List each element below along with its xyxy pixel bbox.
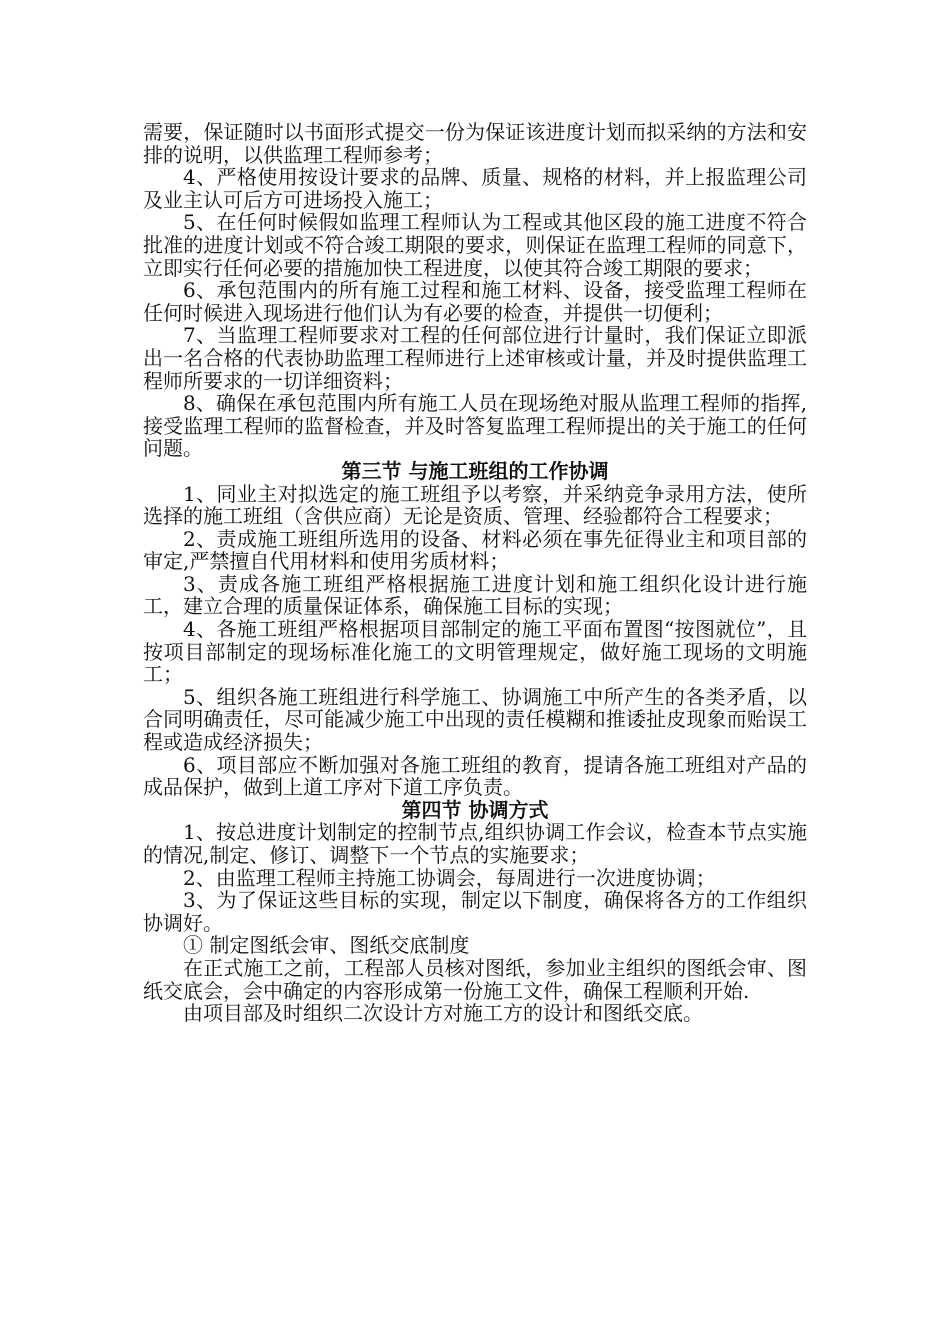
- paragraph-11: 5、组织各施工班组进行科学施工、协调施工中所产生的各类矛盾，以合同明确责任，尽可能减少施工中出现的责任模糊和推诿扯皮现象而贻误工程或造成经济损失；: [143, 684, 807, 755]
- section-heading-2: 第四节 协调方式: [401, 797, 549, 822]
- paragraph-9: 3、责成各施工班组严格根据施工进度计划和施工组织化设计进行施工，建立合理的质量保证体系，确保施工目标的实现；: [143, 571, 807, 619]
- paragraph-18: 由项目部及时组织二次设计方对施工方的设计和图纸交底。: [183, 1001, 703, 1026]
- paragraph-15: 3、为了保证这些目标的实现，制定以下制度，确保将各方的工作组织协调好。: [143, 888, 807, 935]
- paragraph-13: 1、按总进度计划制定的控制节点,组织协调工作会议，检查本节点实施的情况,制定、修订、调整下一个节点的实施要求；: [143, 820, 807, 867]
- paragraph-17: 在正式施工之前，工程部人员核对图纸，参加业主组织的图纸会审、图纸交底会，会中确定的内容形成第一份施工文件，确保工程顺利开始.: [143, 955, 807, 1003]
- section-heading-1: 第三节 与施工班组的工作协调: [341, 458, 609, 483]
- paragraph-12: 6、项目部应不断加强对各施工班组的教育，提请各施工班组对产品的成品保护，做到上道工序对下道工序负责。: [143, 752, 807, 800]
- paragraph-16: ① 制定图纸会审、图纸交底制度: [183, 933, 470, 958]
- paragraph-7: 1、同业主对拟选定的施工班组予以考察，并采纳竞争录用方法，使所选择的施工班组（含供应商）无论是资质、管理、经验都符合工程要求；: [143, 481, 807, 529]
- document-body: [143, 121, 807, 1025]
- paragraph-4: 6、承包范围内的所有施工过程和施工材料、设备，接受监理工程师在任何时候进入现场进行他们认为有必要的检查，并提供一切便利；: [143, 278, 807, 325]
- paragraph-8: 2、责成施工班组所选用的设备、材料必须在事先征得业主和项目部的审定,严禁擅自代用材料和使用劣质材料；: [143, 526, 807, 574]
- paragraph-5: 7、当监理工程师要求对工程的任何部位进行计量时，我们保证立即派出一名合格的代表协助监理工程师进行上述审核或计量，并及时提供监理工程师所要求的一切详细资料；: [143, 323, 807, 393]
- paragraph-3: 5、在任何时候假如监理工程师认为工程或其他区段的施工进度不符合批准的进度计划或不符合竣工期限的要求，则保证在监理工程师的同意下，立即实行任何必要的措施加快工程进度，以使其符合竣工期限的要求；: [143, 210, 807, 280]
- paragraph-2: 4、严格使用按设计要求的品牌、质量、规格的材料，并上报监理公司及业主认可后方可进场投入施工；: [143, 165, 807, 212]
- paragraph-10: 4、各施工班组严格根据项目部制定的施工平面布置图“按图就位”，且按项目部制定的现场标准化施工的文明管理规定，做好施工现场的文明施工；: [143, 617, 807, 687]
- paragraph-14: 2、由监理工程师主持施工协调会，每周进行一次进度协调；: [183, 865, 716, 890]
- paragraph-6: 8、确保在承包范围内所有施工人员在现场绝对服从监理工程师的指挥,接受监理工程师的监督检查，并及时答复监理工程师提出的关于施工的任何问题。: [143, 391, 807, 461]
- paragraph-1: 需要，保证随时以书面形式提交一份为保证该进度计划而拟采纳的方法和安排的说明，以供监理工程师参考；: [143, 120, 807, 167]
